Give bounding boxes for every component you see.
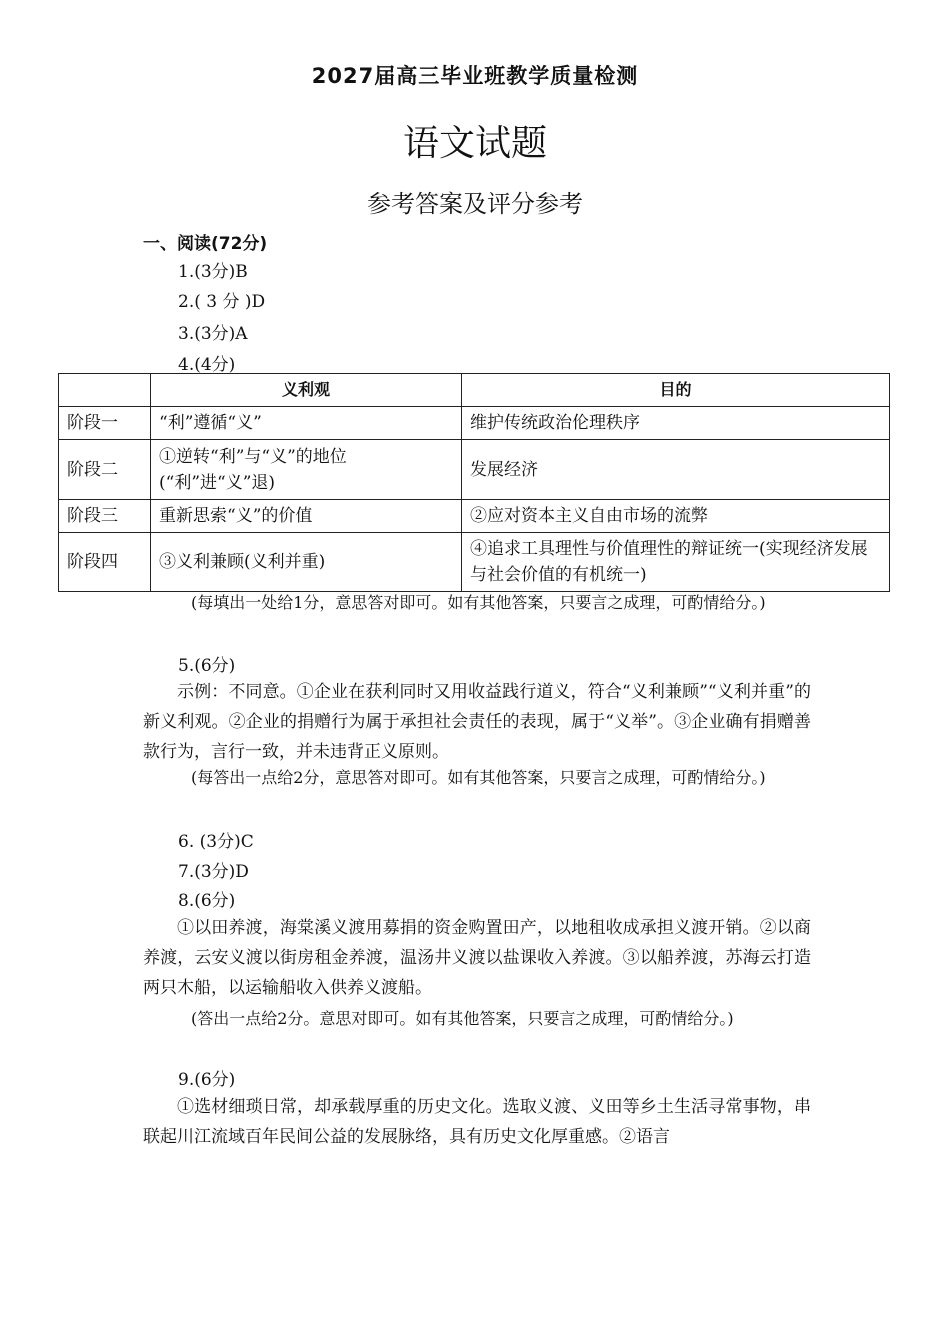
answer-q5-text: 示例：不同意。①企业在获利同时又用收益践行道义，符合“义利兼顾”“义利并重”的新义利观。②企业的捐赠行为属于承担社会责任的表现，属于“义举”。③企业确有捐赠善款行为，言行一致，并未违背正义原则。	[143, 682, 811, 762]
answer-q8-label: 8.(6分)	[178, 891, 236, 911]
table-row	[59, 407, 890, 440]
answer-q5-label: 5.(6分)	[178, 656, 236, 676]
table-cell: 阶段三	[59, 500, 151, 533]
table-cell: ①逆转“利”与“义”的地位(“利”进“义”退)	[151, 440, 462, 500]
table-cell: “利”遵循“义”	[151, 407, 462, 440]
table-row	[59, 533, 890, 592]
table-cell: 重新思索“义”的价值	[151, 500, 462, 533]
table-cell: ③义利兼顾(义利并重)	[151, 533, 462, 592]
table-header-cell: 目的	[462, 374, 890, 407]
table-cell: 阶段二	[59, 440, 151, 500]
answer-q3: 3.(3分)A	[178, 324, 248, 344]
answer-q7: 7.(3分)D	[178, 862, 249, 882]
table-cell: 阶段一	[59, 407, 151, 440]
table-cell: ④追求工具理性与价值理性的辩证统一(实现经济发展与社会价值的有机统一)	[462, 533, 890, 592]
table-cell: 阶段四	[59, 533, 151, 592]
answer-q9-text: ①选材细琐日常，却承载厚重的历史文化。选取义渡、义田等乡土生活寻常事物，串联起川江流域百年民间公益的发展脉络，具有历史文化厚重感。②语言	[143, 1097, 811, 1147]
table-header-cell: 义利观	[151, 374, 462, 407]
answer-table	[58, 373, 890, 592]
subject-title: 语文试题	[402, 123, 547, 164]
answer-q4-label: 4.(4分)	[178, 355, 236, 375]
answer-q6: 6. (3分)C	[178, 832, 254, 852]
table-cell: 发展经济	[462, 440, 890, 500]
answer-q9-label: 9.(6分)	[178, 1070, 236, 1090]
section-heading: 一、阅读(72分)	[143, 234, 268, 254]
table-cell: ②应对资本主义自由市场的流弊	[462, 500, 890, 533]
table-header-row	[59, 374, 890, 407]
q4-scoring-note: (每填出一处给1分，意思答对即可。如有其他答案，只要言之成理，可酌情给分。)	[191, 593, 766, 612]
table-row	[59, 440, 890, 500]
answer-key-subtitle: 参考答案及评分参考	[367, 190, 583, 218]
table-header-cell	[59, 374, 151, 407]
exam-title: 2027届高三毕业班教学质量检测	[311, 64, 639, 88]
table-row	[59, 500, 890, 533]
q5-scoring-note: (每答出一点给2分，意思答对即可。如有其他答案，只要言之成理，可酌情给分。)	[191, 768, 766, 787]
answer-q1: 1.(3分)B	[178, 262, 248, 282]
q8-scoring-note: (答出一点给2分。意思对即可。如有其他答案，只要言之成理，可酌情给分。)	[191, 1009, 734, 1028]
answer-q2: 2.( 3 分 )D	[178, 292, 266, 312]
answer-q8-text: ①以田养渡，海棠溪义渡用募捐的资金购置田产，以地租收成承担义渡开销。②以商养渡，云安义渡以街房租金养渡，温汤井义渡以盐课收入养渡。③以船养渡，苏海云打造两只木船，以运输船收入供养义渡船。	[143, 918, 811, 998]
table-cell: 维护传统政治伦理秩序	[462, 407, 890, 440]
